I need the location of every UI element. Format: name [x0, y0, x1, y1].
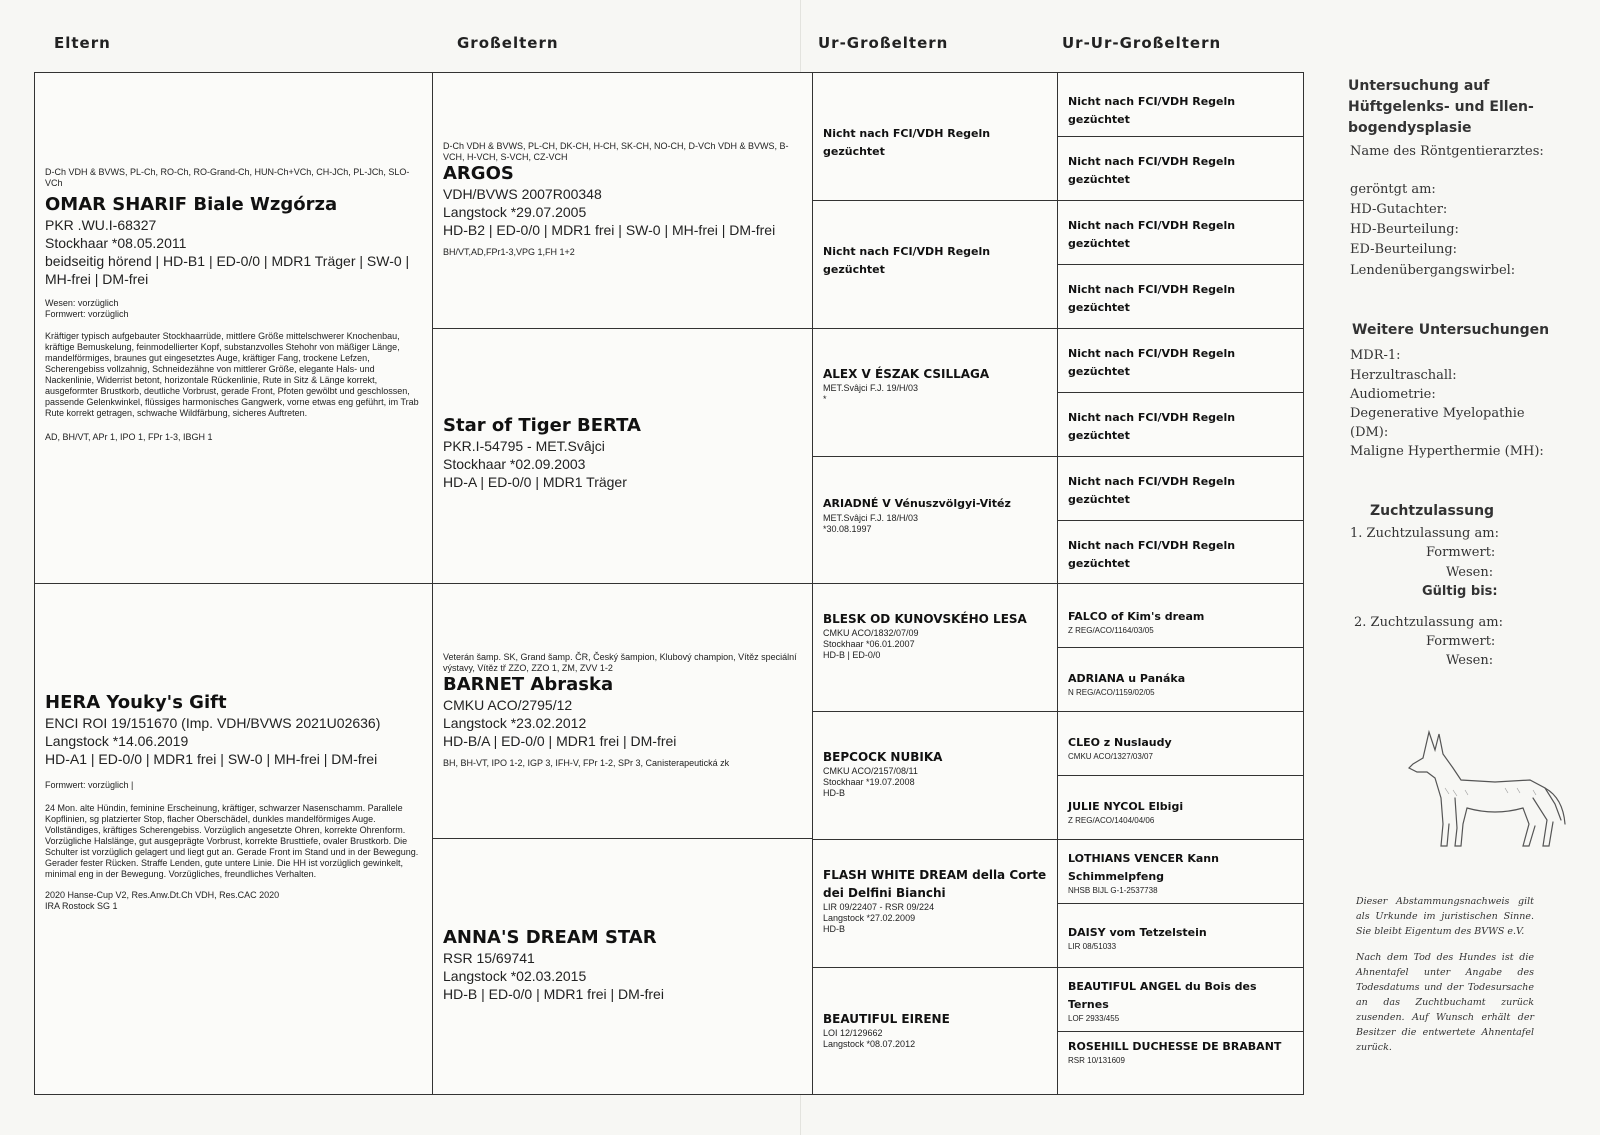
great-grandparent-info: Langstock *08.07.2012	[823, 1039, 916, 1049]
ancestor-reg: CMKU ACO/1327/03/07	[1068, 752, 1153, 761]
grandparent-work: BH, BH-VT, IPO 1-2, IGP 3, IFH-V, FPr 1-2, SPr 3, Canisterapeutická zk	[443, 758, 730, 768]
grandparent-health: HD-B2 | ED-0/0 | MDR1 frei | SW-0 | MH-frei | DM-frei	[443, 222, 776, 238]
great-great-grandparent-cell	[1057, 200, 1304, 265]
grandparent-work: BH/VT,AD,FPr1-3,VPG 1,FH 1+2	[443, 247, 575, 257]
sire-reg: PKR .WU.I-68327	[45, 217, 157, 233]
note-certificate: Dieser Abstammungsnachweis gilt als Urkunde im juristischen Sinne. Sie bleibt Eigentum des BVWS e.V.	[1356, 896, 1534, 937]
great-great-grandparent-cell	[1057, 839, 1304, 904]
ancestor-reg: Z REG/ACO/1164/03/05	[1068, 626, 1154, 635]
great-grandparent-cell	[812, 839, 1058, 968]
ancestor-name: Nicht nach FCI/VDH Regeln gezüchtet	[1068, 411, 1236, 442]
hd-section-title: Untersuchung auf Hüftgelenks- und Ellen-bogendysplasie	[1348, 78, 1534, 136]
great-great-grandparent-cell	[1057, 583, 1304, 648]
great-grandparent-cell	[812, 711, 1058, 840]
great-grandparent-cell	[812, 200, 1058, 329]
great-grandparent-info: MET.Svâjci F.J. 18/H/03	[823, 513, 919, 523]
dam-reg: ENCI ROI 19/151670 (Imp. VDH/BVWS 2021U02636)	[45, 715, 381, 731]
grandparent-cell	[432, 72, 813, 329]
great-great-grandparent-cell	[1057, 967, 1304, 1032]
ancestor-name: ROSEHILL DUCHESSE DE BRABANT	[1068, 1040, 1282, 1053]
ancestor-name: LOTHIANS VENCER Kann Schimmelpfeng	[1068, 852, 1219, 883]
more-row: Maligne Hyperthermie (MH):	[1350, 444, 1544, 459]
grandparent-coat: Langstock *02.03.2015	[443, 968, 587, 984]
great-grandparent-name: Nicht nach FCI/VDH Regeln gezüchtet	[823, 245, 991, 276]
hd-row: geröntgt am:	[1350, 182, 1436, 197]
grandparent-coat: Stockhaar *02.09.2003	[443, 456, 586, 472]
zz2-wesen: Wesen:	[1446, 653, 1494, 668]
sire-cell	[34, 72, 433, 584]
ancestor-name: JULIE NYCOL Elbigi	[1068, 800, 1184, 813]
sire-work: AD, BH/VT, APr 1, IPO 1, FPr 1-3, IBGH 1	[45, 432, 213, 442]
zz2-formwert: Formwert:	[1426, 634, 1496, 649]
great-grandparent-cell	[812, 967, 1058, 1095]
grandparent-coat: Langstock *23.02.2012	[443, 715, 587, 731]
great-great-grandparent-cell	[1057, 520, 1304, 584]
great-grandparent-info: HD-B	[823, 924, 845, 934]
sire-formwert: Formwert: vorzüglich	[45, 309, 129, 319]
grandparent-cell	[432, 328, 813, 584]
great-grandparent-name: FLASH WHITE DREAM della Corte dei Delfini Bianchi	[823, 868, 1047, 900]
ancestor-reg: N REG/ACO/1159/02/05	[1068, 688, 1155, 697]
sire-coat: Stockhaar *08.05.2011	[45, 235, 187, 251]
ancestor-name: BEAUTIFUL ANGEL du Bois des Ternes	[1068, 980, 1257, 1011]
grandparent-titles: D-Ch VDH & BVWS, PL-CH, DK-CH, H-CH, SK-CH, NO-CH, D-VCh VDH & BVWS, B-VCH, H-VCH, S-VCH, CZ-VCH	[443, 141, 789, 162]
ancestor-name: Nicht nach FCI/VDH Regeln gezüchtet	[1068, 219, 1236, 250]
ancestor-name: DAISY vom Tetzelstein	[1068, 926, 1207, 939]
dam-shows-2: IRA Rostock SG 1	[45, 901, 118, 911]
great-grandparent-info: LIR 09/22407 - RSR 09/224	[823, 902, 935, 912]
great-grandparent-info: LOI 12/129662	[823, 1028, 883, 1038]
grandparent-health: HD-A | ED-0/0 | MDR1 Träger	[443, 474, 627, 490]
grandparent-coat: Langstock *29.07.2005	[443, 204, 587, 220]
zz1-row: 1. Zuchtzulassung am:	[1350, 526, 1499, 541]
more-row: Audiometrie:	[1350, 387, 1436, 402]
great-great-grandparent-cell	[1057, 647, 1304, 712]
ancestor-name: FALCO of Kim's dream	[1068, 610, 1205, 623]
hd-row: Name des Röntgentierarztes:	[1350, 144, 1544, 159]
more-row: MDR-1:	[1350, 348, 1401, 363]
dam-name: HERA Youky's Gift	[45, 692, 227, 713]
great-great-grandparent-cell	[1057, 456, 1304, 521]
hd-row: Lendenübergangswirbel:	[1350, 263, 1516, 278]
great-grandparent-info: HD-B | ED-0/0	[823, 650, 881, 660]
grandparent-reg: RSR 15/69741	[443, 950, 535, 966]
zz1-formwert: Formwert:	[1426, 545, 1496, 560]
grandparent-reg: CMKU ACO/2795/12	[443, 697, 573, 713]
more-row: Herzultraschall:	[1350, 368, 1457, 383]
dam-formwert: Formwert: vorzüglich |	[45, 780, 134, 790]
dog-illustration	[1405, 728, 1570, 858]
great-grandparent-cell	[812, 583, 1058, 712]
header-grandparents: Großeltern	[457, 34, 559, 52]
zz2-row: 2. Zuchtzulassung am:	[1354, 615, 1503, 630]
dam-coat: Langstock *14.06.2019	[45, 733, 189, 749]
sire-health: beidseitig hörend | HD-B1 | ED-0/0 | MDR1 Träger | SW-0 | MH-frei | DM-frei	[45, 253, 410, 287]
grandparent-cell	[432, 838, 813, 1095]
great-grandparent-info: CMKU ACO/1832/07/09	[823, 628, 919, 638]
grandparent-cell	[432, 583, 813, 839]
ancestor-reg: NHSB BIJL G-1-2537738	[1068, 886, 1158, 895]
grandparent-health: HD-B/A | ED-0/0 | MDR1 frei | DM-frei	[443, 733, 677, 749]
great-great-grandparent-cell	[1057, 264, 1304, 329]
great-grandparent-name: BEAUTIFUL EIRENE	[823, 1012, 950, 1026]
great-great-grandparent-cell	[1057, 1031, 1304, 1095]
hd-row: HD-Beurteilung:	[1350, 222, 1459, 237]
great-grandparent-info: *	[823, 394, 827, 404]
great-grandparent-name: ALEX V ÉSZAK CSILLAGA	[823, 367, 990, 381]
great-grandparent-info: *30.08.1997	[823, 524, 872, 534]
grandparent-name: ANNA'S DREAM STAR	[443, 927, 657, 948]
great-great-grandparent-cell	[1057, 711, 1304, 776]
dam-health: HD-A1 | ED-0/0 | MDR1 frei | SW-0 | MH-frei | DM-frei	[45, 751, 378, 767]
great-grandparent-name: BLESK OD KUNOVSKÉHO LESA	[823, 612, 1027, 626]
great-grandparent-name: BEPCOCK NUBIKA	[823, 750, 943, 764]
great-grandparent-name: Nicht nach FCI/VDH Regeln gezüchtet	[823, 127, 991, 158]
great-grandparent-info: Stockhaar *19.07.2008	[823, 777, 915, 787]
more-section-title: Weitere Untersuchungen	[1352, 322, 1550, 338]
grandparent-name: ARGOS	[443, 163, 514, 184]
ancestor-name: Nicht nach FCI/VDH Regeln gezüchtet	[1068, 95, 1236, 126]
zz-section-title: Zuchtzulassung	[1370, 503, 1495, 519]
ancestor-reg: LOF 2933/455	[1068, 1014, 1120, 1023]
great-grandparent-name: ARIADNÉ V Vénuszvölgyi-Vitéz	[823, 497, 1011, 510]
grandparent-name: Star of Tiger BERTA	[443, 415, 641, 436]
great-grandparent-info: Langstock *27.02.2009	[823, 913, 916, 923]
ancestor-reg: LIR 08/51033	[1068, 942, 1117, 951]
great-grandparent-info: HD-B	[823, 788, 845, 798]
note-return: Nach dem Tod des Hundes ist die Ahnentafel unter Angabe des Todesdatums und der Todesursache an das Zuchtbuchamt zurück zusenden. Auf Wunsch erhält der Besitzer die entwertete Ahnentafel zurück.	[1356, 952, 1534, 1053]
ancestor-name: CLEO z Nuslaudy	[1068, 736, 1172, 749]
ancestor-reg: Z REG/ACO/1404/04/06	[1068, 816, 1155, 825]
great-great-grandparent-cell	[1057, 136, 1304, 201]
great-great-grandparent-cell	[1057, 72, 1304, 137]
ancestor-name: Nicht nach FCI/VDH Regeln gezüchtet	[1068, 347, 1236, 378]
ancestor-name: Nicht nach FCI/VDH Regeln gezüchtet	[1068, 283, 1236, 314]
great-great-grandparent-cell	[1057, 903, 1304, 968]
dam-cell	[34, 583, 433, 1095]
great-great-grandparent-cell	[1057, 392, 1304, 457]
zz1-wesen: Wesen:	[1446, 565, 1494, 580]
sire-description: Kräftiger typisch aufgebauter Stockhaarrüde, mittlere Größe mittelschwerer Knochenbau, kräftige Bemuskelung, feinmodellierter Kopf, substanzvolles Stehohr von mäßiger Länge, mandelförmiges, braunes gut eingesetztes Auge, kräftiger Fang, trockene Lefzen, Scherengebiss vollzahnig, Schneidezähne von mittlerer Größe, elegante Hals- und Nackenlinie, Widerrist betont, horizontale Rückenlinie, Rute in Sitz & Länge korrekt, ausgeformter Brustkorb, deutliche Vorbrust, gerade Front, Pfoten gewölbt und geschlossen, passende Gelenkwinkel, flüssiges harmonisches Gangwerk, vorne etwas eng geführt, im Trab Rute korrekt getragen, schwache Wildfärbung, sicheres Auftreten.	[45, 331, 419, 418]
ancestor-name: Nicht nach FCI/VDH Regeln gezüchtet	[1068, 155, 1236, 186]
hd-row: ED-Beurteilung:	[1350, 242, 1458, 257]
great-grandparent-cell	[812, 328, 1058, 457]
great-great-grandparent-cell	[1057, 775, 1304, 840]
grandparent-reg: PKR.I-54795 - MET.Svâjci	[443, 438, 605, 454]
great-grandparent-info: MET.Svâjci F.J. 19/H/03	[823, 383, 919, 393]
great-grandparent-info: Stockhaar *06.01.2007	[823, 639, 915, 649]
great-great-grandparent-cell	[1057, 328, 1304, 393]
grandparent-health: HD-B | ED-0/0 | MDR1 frei | DM-frei	[443, 986, 664, 1002]
sire-titles: D-Ch VDH & BVWS, PL-Ch, RO-Ch, RO-Grand-Ch, HUN-Ch+VCh, CH-JCh, PL-JCh, SLO-VCh	[45, 167, 410, 188]
sire-wesen: Wesen: vorzüglich	[45, 298, 119, 308]
grandparent-name: BARNET Abraska	[443, 674, 614, 695]
ancestor-name: ADRIANA u Panáka	[1068, 672, 1186, 685]
header-parents: Eltern	[54, 34, 111, 52]
dam-description: 24 Mon. alte Hündin, feminine Erscheinung, kräftiger, schwarzer Nasenschamm. Parallele Kopflinien, sg platzierter Stop, flacher Oberschädel, dunkles mandelförmiges Auge. Vollständiges, kräftiges Scherengebiss. Vorzüglich angesetzte Ohren, korrekte Ohrenform. Vorzügliche Halslänge, gut ausgeprägte Vorbrust, korrekte Brusttiefe, ovaler Brustkorb. Die Schulter ist vorzüglich gelagert und liegt gut an. Gerade Front im Stand und in der Bewegung. Gerader fester Rücken. Straffe Lenden, gute untere Linie. Die HH ist vorzüglich gewinkelt, minimal eng in der Bewegung. Vorzügliches, freundliches Verhalten.	[45, 803, 419, 879]
header-great-great-grandparents: Ur-Ur-Großeltern	[1062, 34, 1222, 52]
grandparent-reg: VDH/BVWS 2007R00348	[443, 186, 602, 202]
great-grandparent-cell	[812, 456, 1058, 584]
grandparent-titles: Veterán šamp. SK, Grand šamp. ČR, Český šampion, Klubový champion, Vítěz speciální výstavy, Vítěz tř ZZO, ZZO 1, ZM, ZVV 1-2	[443, 652, 797, 673]
ancestor-name: Nicht nach FCI/VDH Regeln gezüchtet	[1068, 539, 1236, 570]
more-row: (DM):	[1350, 425, 1389, 440]
great-grandparent-info: CMKU ACO/2157/08/11	[823, 766, 918, 776]
ancestor-reg: RSR 10/131609	[1068, 1056, 1125, 1065]
ancestor-name: Nicht nach FCI/VDH Regeln gezüchtet	[1068, 475, 1236, 506]
zz-gueltig: Gültig bis:	[1422, 584, 1498, 599]
hd-row: HD-Gutachter:	[1350, 202, 1448, 217]
header-great-grandparents: Ur-Großeltern	[818, 34, 949, 52]
more-row: Degenerative Myelopathie	[1350, 406, 1525, 421]
sire-name: OMAR SHARIF Biale Wzgórza	[45, 194, 338, 215]
great-grandparent-cell	[812, 72, 1058, 201]
dam-shows: 2020 Hanse-Cup V2, Res.Anw.Dt.Ch VDH, Res.CAC 2020	[45, 890, 280, 900]
